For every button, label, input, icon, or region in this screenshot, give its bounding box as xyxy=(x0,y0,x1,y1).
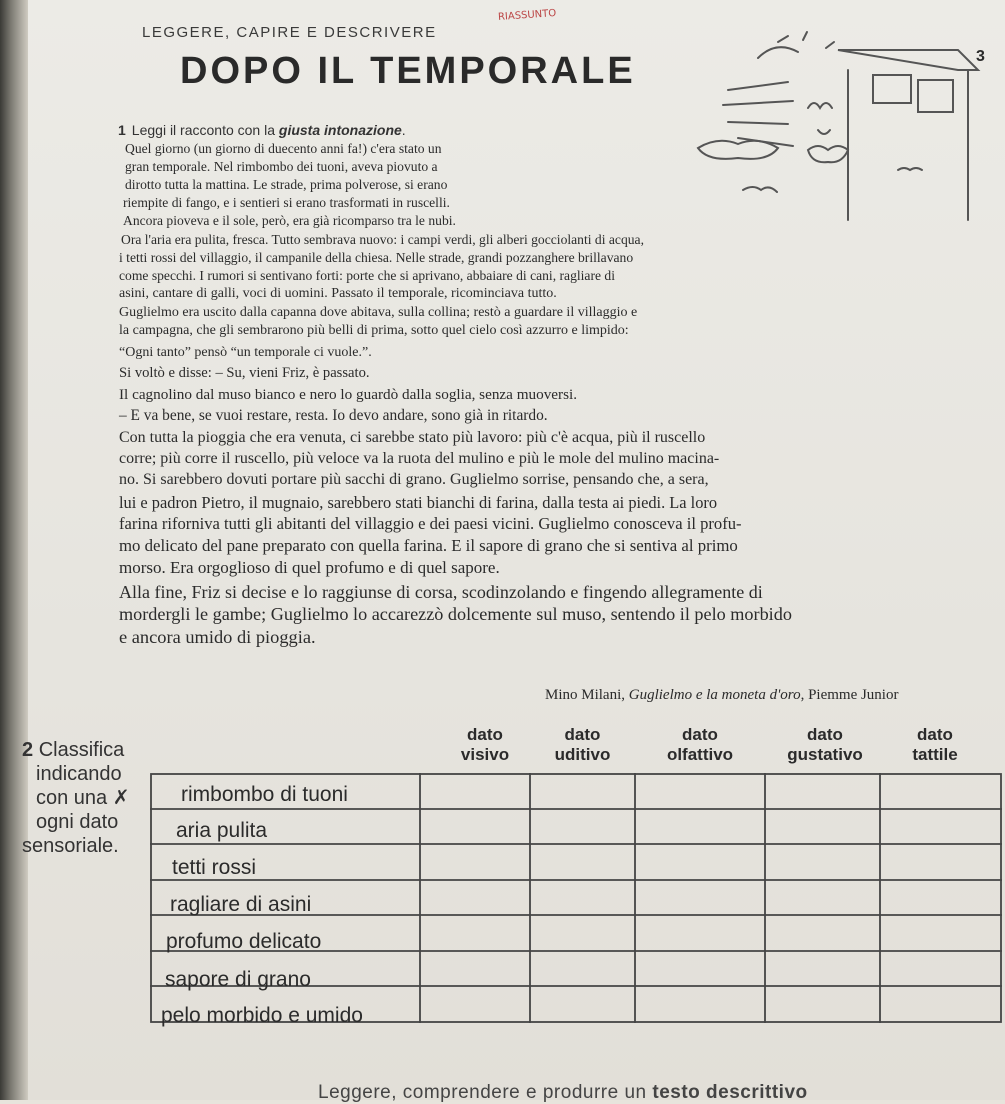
story-line: corre; più corre il ruscello, più veloce va la ruota del mulino e più le mole del mulino macina- xyxy=(119,450,720,467)
story-line: Guglielmo era uscito dalla capanna dove abitava, sulla collina; restò a guardare il villaggio e xyxy=(119,305,638,320)
exercise-2-line: sensoriale. xyxy=(22,835,119,857)
story-line: dirotto tutta la mattina. Le strade, prima polverose, si erano xyxy=(125,177,448,192)
column-header-line2: gustativo xyxy=(787,745,863,764)
exercise-1-number: 1 xyxy=(118,122,126,138)
story-line: Ancora pioveva e il sole, però, era già ricomparso tra le nubi. xyxy=(123,213,456,228)
story-line: i tetti rossi del villaggio, il campanile della chiesa. Nelle strade, grandi pozzanghere brillavano xyxy=(119,250,634,265)
table-row-label: profumo delicato xyxy=(166,930,322,953)
column-header-line2: uditivo xyxy=(554,745,611,764)
page-binding-edge xyxy=(0,0,28,1100)
story-line: come specchi. I rumori si sentivano forti: porte che si aprivano, abbaiare di cani, ragliare di xyxy=(119,268,615,283)
story-line: no. Si sarebbero dovuti portare più sacchi di grano. Guglielmo sorrise, pensando che, a sera, xyxy=(119,471,709,488)
column-header-line2: tattile xyxy=(912,745,958,764)
table-row-label: aria pulita xyxy=(176,819,268,842)
footer-text-bold: testo descrittivo xyxy=(652,1082,808,1103)
column-header-line1: dato xyxy=(807,725,843,744)
story-line: Ora l'aria era pulita, fresca. Tutto sembrava nuovo: i campi verdi, gli alberi gocciolanti di acqua, xyxy=(121,232,644,247)
column-header-tactile xyxy=(900,725,970,765)
exercise-2-number: 2 xyxy=(22,739,34,761)
story-line: Con tutta la pioggia che era venuta, ci sarebbe stato più lavoro: più c'è acqua, più il ruscello xyxy=(119,429,706,446)
citation xyxy=(545,687,898,704)
exercise-2-line: con una ✗ xyxy=(36,787,130,809)
story-line: e ancora umido di pioggia. xyxy=(119,627,316,647)
footer-text: Leggere, comprendere e produrre un xyxy=(318,1082,653,1103)
story-line: – E va bene, se vuoi restare, resta. Io devo andare, sono già in ritardo. xyxy=(119,407,548,424)
column-header-line1: dato xyxy=(564,725,601,744)
story-line: mo delicato del pane preparato con quella farina. E il sapore di grano che si sentiva al primo xyxy=(119,536,738,555)
column-header-line1: dato xyxy=(682,725,718,744)
story-line: Quel giorno (un giorno di duecento anni fa!) c'era stato un xyxy=(125,141,442,156)
handwritten-note: RIASSUNTO xyxy=(497,7,557,24)
table-row-label: sapore di grano xyxy=(165,968,311,991)
story-line: Si voltò e disse: – Su, vieni Friz, è passato. xyxy=(119,365,370,381)
column-header-gustatory xyxy=(775,725,875,765)
table-row-label: rimbombo di tuoni xyxy=(181,783,348,806)
story-line: riempite di fango, e i sentieri si erano trasformati in ruscelli. xyxy=(123,195,450,210)
citation-author: Mino Milani, xyxy=(545,687,626,703)
exercise-1-heading xyxy=(118,122,406,138)
page-number: 3 xyxy=(976,48,985,65)
citation-publisher: , Piemme Junior xyxy=(800,687,899,703)
column-header-auditory xyxy=(545,725,620,765)
exercise-1-instruction: Leggi il racconto con la xyxy=(131,122,275,138)
page-footer xyxy=(318,1082,808,1104)
village-illustration xyxy=(668,30,998,230)
column-header-line2: olfattivo xyxy=(666,745,734,764)
story-line: farina riforniva tutti gli abitanti del villaggio e dei paesi vicini. Guglielmo conosceva il profu- xyxy=(119,514,742,533)
story-line: la campagna, che gli sembrarono più belli di prima, sotto quel cielo così azzurro e limpido: xyxy=(119,323,629,338)
column-header-line2: visivo xyxy=(460,745,510,764)
story-line: “Ogni tanto” pensò “un temporale ci vuole.”. xyxy=(119,345,372,360)
column-header-visual xyxy=(450,725,520,765)
column-header-line1: dato xyxy=(467,725,503,744)
section-label: LEGGERE, CAPIRE E DESCRIVERE xyxy=(142,24,437,41)
story-line: gran temporale. Nel rimbombo dei tuoni, aveva piovuto a xyxy=(125,159,438,174)
story-line: Il cagnolino dal muso bianco e nero lo guardò dalla soglia, senza muoversi. xyxy=(119,386,578,403)
story-line: lui e padron Pietro, il mugnaio, sarebbero stati bianchi di farina, dalla testa ai piedi. La loro xyxy=(119,493,718,512)
exercise-2-line: ogni dato xyxy=(36,811,119,833)
table-row-label: ragliare di asini xyxy=(170,893,312,916)
table-row-label: pelo morbido e umido xyxy=(161,1004,363,1027)
citation-work: Guglielmo e la moneta d'oro xyxy=(628,687,801,703)
page-title: DOPO IL TEMPORALE xyxy=(180,50,636,92)
story-line: Alla fine, Friz si decise e lo raggiunse di corsa, scodinzolando e fingendo allegramente di xyxy=(119,582,763,602)
exercise-1-instruction-end: . xyxy=(401,122,406,138)
column-header-line1: dato xyxy=(917,725,953,744)
story-line: asini, cantare di galli, voci di uomini. Passato il temporale, ricominciava tutto. xyxy=(119,286,557,301)
table-row-label: tetti rossi xyxy=(172,856,257,879)
column-header-olfactory xyxy=(655,725,745,765)
story-line: mordergli le gambe; Guglielmo lo accarezzò dolcemente sul muso, sentendo il pelo morbido xyxy=(119,604,792,624)
exercise-1-emphasis: giusta intonazione xyxy=(278,122,402,138)
exercise-2-line: indicando xyxy=(36,763,122,785)
exercise-2-instruction xyxy=(22,738,130,858)
exercise-2-line: Classifica xyxy=(38,739,125,761)
story-line: morso. Era orgoglioso di quel profumo e di quel sapore. xyxy=(119,558,500,577)
